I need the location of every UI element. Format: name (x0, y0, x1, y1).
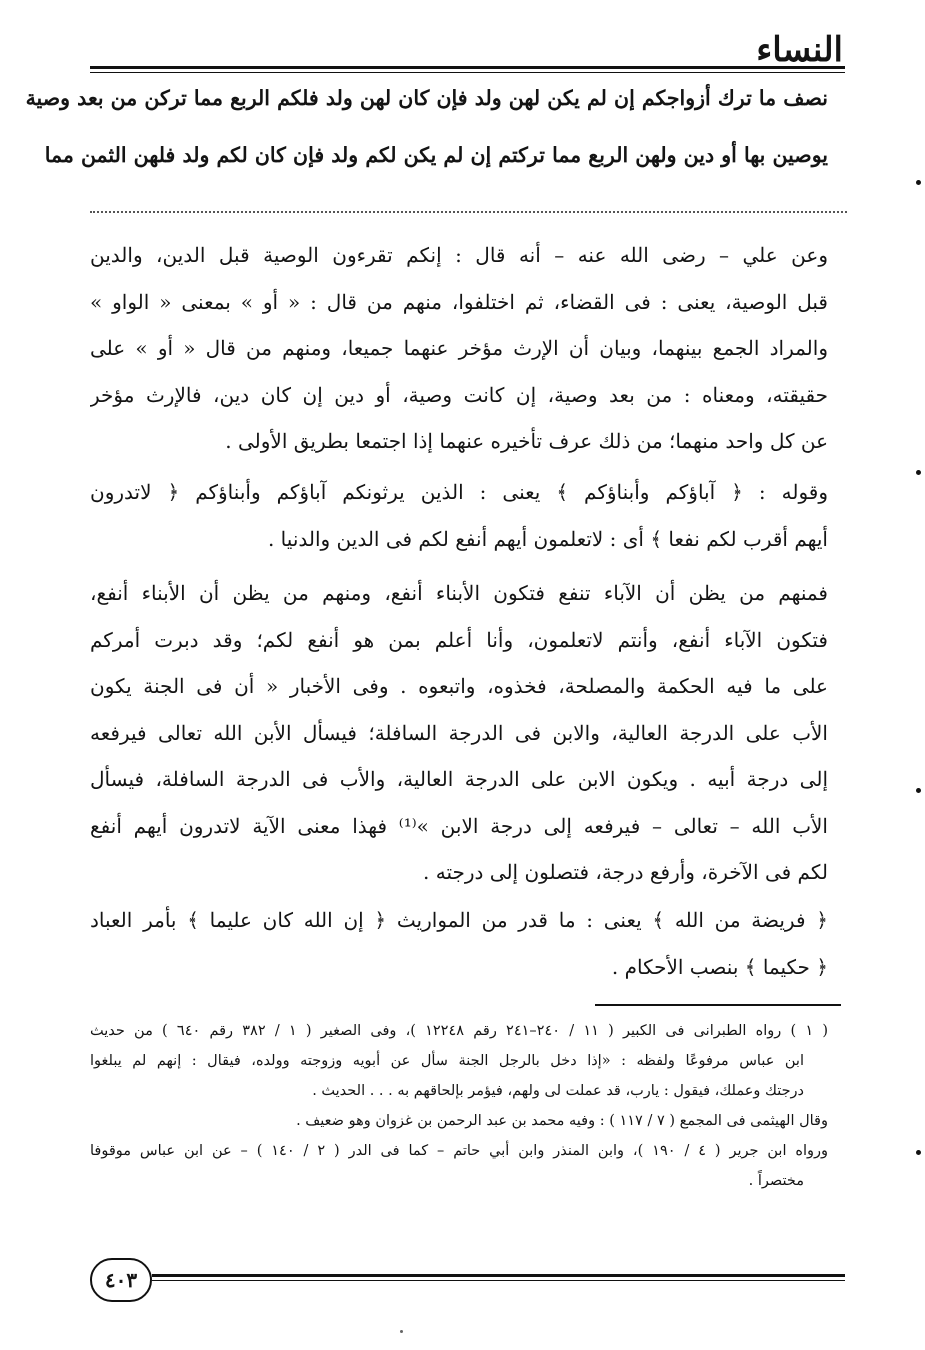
footnote-line: ورواه ابن جرير ( ٤ / ١٩٠ )، وابن المنذر وابن أبي حاتم – كما فى الدر ( ٢ / ١٤٠ ) – عن ابن عباس موقوفا (90, 1143, 828, 1159)
scan-speck (400, 1330, 403, 1333)
text-line: فمنهم من يظن أن الآباء تنفع فتكون الأبناء أنفع، ومنهم من يظن أن الأبناء أنفع، (90, 581, 828, 605)
paragraph-4 (90, 897, 828, 990)
footnote-line: وقال الهيثمى فى المجمع ( ٧ / ١١٧ ) : وفيه محمد بن عبد الرحمن بن غزوان وهو ضعيف . (296, 1113, 828, 1129)
text-line: والمراد الجمع بينهما، وبيان أن الإرث مؤخر عنهما جميعا، ومنهم من قال « أو » على (90, 336, 828, 360)
footnote-line: مختصراً . (748, 1173, 804, 1189)
text-line: الأب على الدرجة العالية، والابن فى الدرجة السافلة؛ فيسأل الأبن الله تعالى فيرفعه (90, 720, 828, 745)
paragraph-2 (90, 469, 828, 562)
footnotes (90, 1016, 828, 1196)
text-line: فتكون الآباء أنفع، وأنتم لاتعلمون، وأنا أعلم بمن هو أنفع لكم؛ وقد دبرت أمركم (90, 627, 828, 652)
paragraph-3 (90, 570, 828, 896)
header-rule (90, 66, 845, 73)
text-line: قبل الوصية، يعنى : فى القضاء، ثم اختلفوا، منهم من قال : « أو » بمعنى « الواو » (90, 289, 828, 314)
text-line: لكم فى الآخرة، وأرفع درجة، فتصلون إلى درجته . (423, 860, 828, 884)
margin-mark (916, 470, 921, 475)
text-line: على ما فيه الحكمة والمصلحة، فخذوه، واتبعوه . وفى الأخبار « أن فى الجنة يكون (90, 674, 828, 698)
verse-line-1: نصف ما ترك أزواجكم إن لم يكن لهن ولد فإن كان لهن ولد فلكم الربع مما تركن من بعد وصية (25, 86, 828, 110)
margin-mark (916, 788, 921, 793)
footnote-line: درجتك وعملك، فيقول : يارب، قد عملت لى ولهم، فيؤمر بإلحاقهم به . . . الحديث . (312, 1083, 804, 1099)
margin-mark (916, 1150, 921, 1155)
text-line: الأب الله – تعالى – فيرفعه إلى درجة الابن »⁽¹⁾ فهذا معنى الآية لاتدرون أيهم أنفع (90, 813, 828, 838)
text-line: ﴿ حكيما ﴾ بنصب الأحكام . (611, 954, 828, 979)
text-line: حقيقته، ومعناه : من بعد وصية، إن كانت وصية، أو دين إن كان دين، فالإرث مؤخر (90, 382, 828, 407)
section-divider (90, 211, 847, 213)
paragraph-1 (90, 232, 828, 465)
text-line: أيهم أقرب لكم نفعا ﴾ أى : لاتعلمون أيهم أنفع لكم فى الدين والدنيا . (267, 526, 828, 551)
page-number: ٤٠٣ (90, 1258, 152, 1302)
footnote-line: ابن عباس مرفوعًا ولفظه : «إذا دخل بالرجل الجنة سأل عن أبويه وزوجته وولده، فيقال : إنهم لم يبلغوا (90, 1053, 804, 1069)
surah-title: النساء (756, 30, 843, 70)
footnote-rule (595, 1004, 841, 1006)
text-line: وقوله : ﴿ آباؤكم وأبناؤكم ﴾ يعنى : الذين يرثونكم آباؤكم وأبناؤكم ﴿ لاتدرون (90, 480, 828, 504)
verse-line-2: يوصين بها أو دين ولهن الربع مما تركتم إن لم يكن لكم ولد فإن كان لكم ولد فلهن الثمن مما (44, 143, 828, 167)
footnote-line: ( ١ ) رواه الطبرانى فى الكبير ( ١١ / ٢٤٠–٢٤١ رقم ١٢٢٤٨ )، وفى الصغير ( ١ / ٣٨٢ رقم ٦٤٠ ) من حديث (90, 1023, 828, 1039)
footer-rule (152, 1274, 845, 1281)
text-line: إلى درجة أبيه . ويكون الابن على الدرجة العالية، والأب فى الدرجة السافلة، فيسأل (90, 767, 828, 791)
text-line: عن كل واحد منهما؛ من ذلك عرف تأخيره عنهما إذا اجتمعا بطريق الأولى . (225, 429, 828, 453)
text-line: وعن علي – رضى الله عنه – أنه قال : إنكم تقرءون الوصية قبل الدين، والدين (90, 243, 828, 267)
margin-mark (916, 180, 921, 185)
text-line: ﴿ فريضة من الله ﴾ يعنى : ما قدر من المواريث ﴿ إن الله كان عليما ﴾ بأمر العباد (90, 908, 828, 932)
